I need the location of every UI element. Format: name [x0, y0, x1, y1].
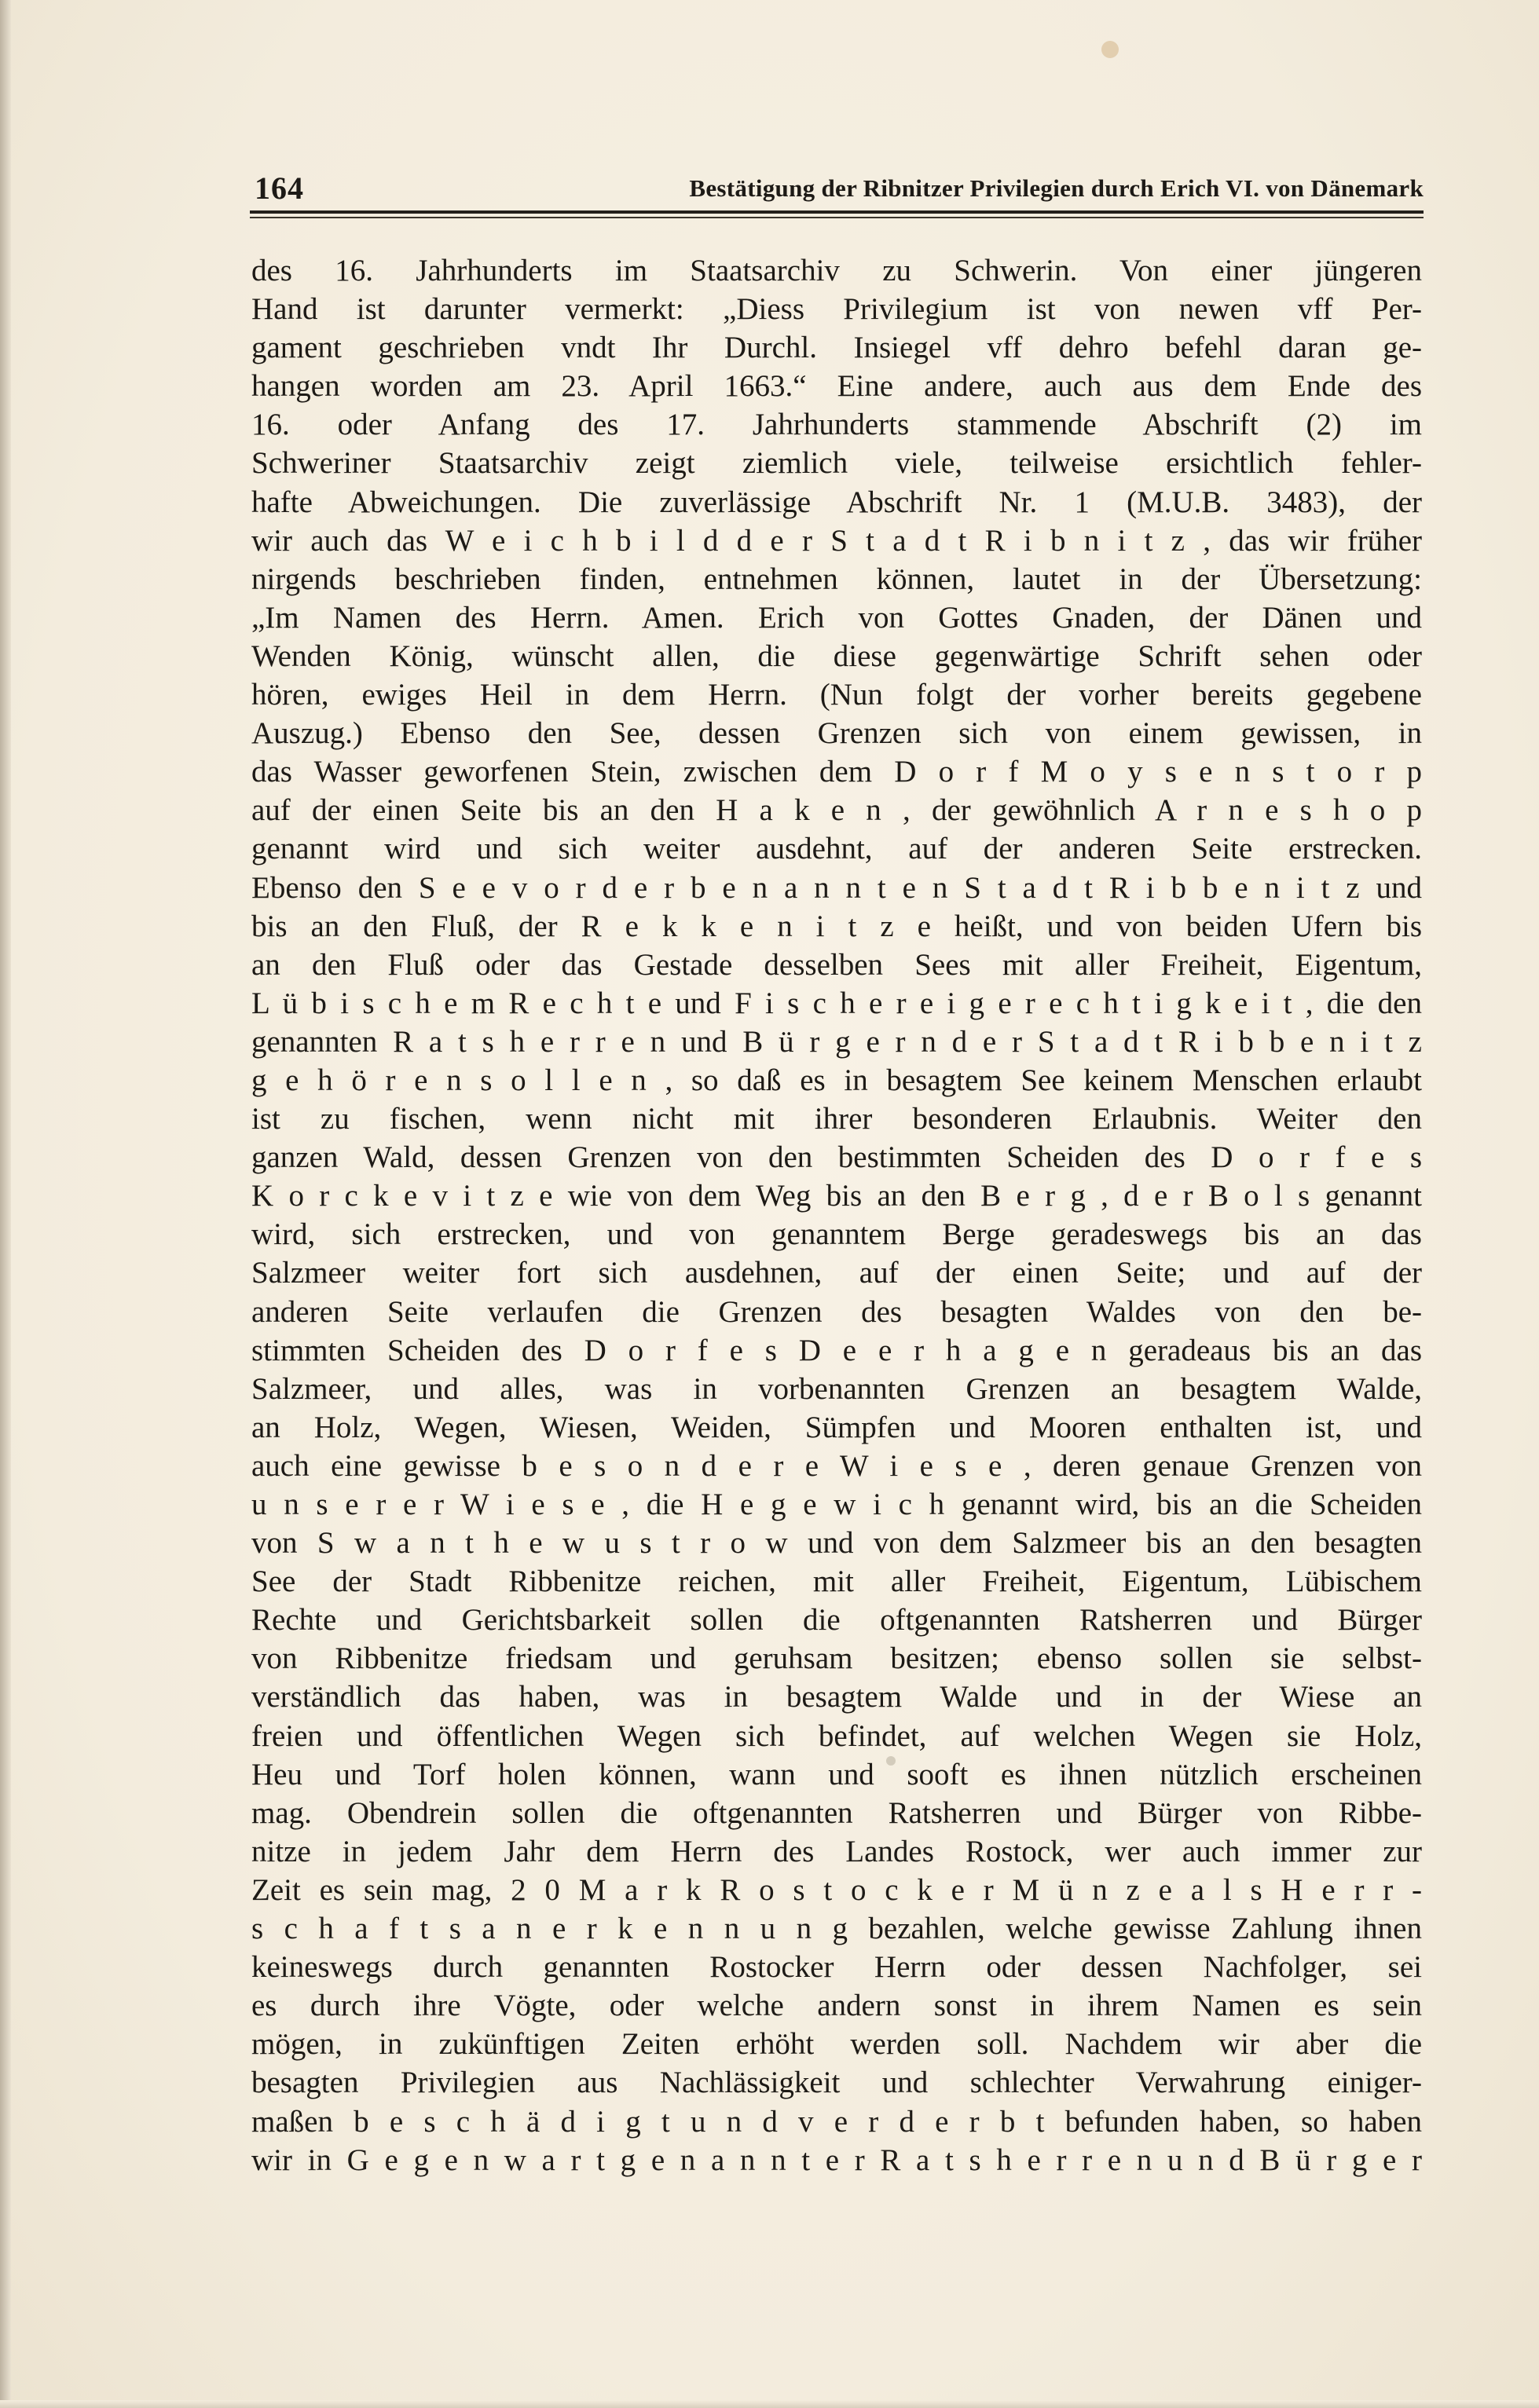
text-line: Rechte und Gerichtsbarkeit sollen die oftgenannten Ratsherren und Bürger	[251, 1603, 1422, 1638]
text-line: Ebenso den S e e v o r d e r b e n a n n t e n S t a d t R i b b e n i t z und	[251, 870, 1422, 905]
text-line: u n s e r e r W i e s e , die H e g e w i c h genannt wird, bis an die Scheiden	[251, 1488, 1422, 1521]
text-line: verständlich das haben, was in besagtem Walde und in der Wiese an	[251, 1680, 1422, 1715]
text-line: keineswegs durch genannten Rostocker Herrn oder dessen Nachfolger, sei	[251, 1950, 1422, 1985]
text-line: „Im Namen des Herrn. Amen. Erich von Gottes Gnaden, der Dänen und	[251, 600, 1422, 635]
text-line: Salzmeer, und alles, was in vorbenannten Grenzen an besagtem Walde,	[251, 1371, 1422, 1406]
text-line: Schweriner Staatsarchiv zeigt ziemlich viele, teilweise ersichtlich fehler-	[251, 446, 1422, 481]
text-line: das Wasser geworfenen Stein, zwischen dem D o r f M o y s e n s t o r p	[251, 755, 1422, 789]
text-line: besagten Privilegien aus Nachlässigkeit und schlechter Verwahrung einiger-	[251, 2066, 1422, 2100]
text-line: gament geschrieben vndt Ihr Durchl. Insiegel vff dehro befehl daran ge-	[251, 331, 1422, 365]
text-line: wir auch das W e i c h b i l d d e r S t a d t R i b n i t z , das wir früher	[251, 523, 1422, 558]
text-line: stimmten Scheiden des D o r f e s D e e r h a g e n geradeaus bis an das	[251, 1333, 1422, 1367]
page-number: 164	[255, 170, 304, 206]
text-line: bis an den Fluß, der R e k k e n i t z e heißt, und von beiden Ufern bis	[251, 909, 1422, 943]
text-line: von S w a n t h e w u s t r o w und von dem Salzmeer bis an den besagten	[251, 1526, 1422, 1561]
paper-stain	[1101, 41, 1119, 58]
text-line: mag. Obendrein sollen die oftgenannten Ratsherren und Bürger von Ribbe-	[251, 1795, 1422, 1830]
text-line: es durch ihre Vögte, oder welche andern sonst in ihrem Namen es sein	[251, 1989, 1422, 2023]
text-line: s c h a f t s a n e r k e n n u n g bezahlen, welche gewisse Zahlung ihnen	[251, 1912, 1422, 1946]
text-line: K o r c k e v i t z e wie von dem Weg bis an den B e r g , d e r B o l s genannt	[251, 1179, 1422, 1213]
text-line: an Holz, Wegen, Wiesen, Weiden, Sümpfen und Mooren enthalten ist, und	[251, 1410, 1422, 1444]
text-line: nirgends beschrieben finden, entnehmen können, lautet in der Übersetzung:	[251, 562, 1422, 596]
text-line: 16. oder Anfang des 17. Jahrhunderts stammende Abschrift (2) im	[251, 408, 1422, 442]
page-left-edge-shadow	[0, 0, 11, 2408]
text-line: hangen worden am 23. April 1663.“ Eine andere, auch aus dem Ende des	[251, 369, 1422, 404]
text-line: des 16. Jahrhunderts im Staatsarchiv zu Schwerin. Von einer jüngeren	[251, 254, 1422, 287]
text-line: Salzmeer weiter fort sich ausdehnen, auf der einen Seite; und auf der	[251, 1256, 1422, 1290]
text-line: freien und öffentlichen Wegen sich befindet, auf welchen Wegen sie Holz,	[251, 1718, 1422, 1753]
text-line: an den Fluß oder das Gestade desselben Sees mit aller Freiheit, Eigentum,	[251, 947, 1422, 982]
text-line: Zeit es sein mag, 2 0 M a r k R o s t o c k e r M ü n z e a l s H e r r -	[251, 1872, 1422, 1907]
text-line: wird, sich erstrecken, und von genanntem Berge geradeswegs bis an das	[251, 1217, 1422, 1252]
text-line: genannt wird und sich weiter ausdehnt, auf der anderen Seite erstrecken.	[251, 832, 1422, 866]
page-bottom-edge	[0, 2400, 1539, 2408]
text-line: hören, ewiges Heil in dem Herrn. (Nun folgt der vorher bereits gegebene	[251, 678, 1422, 712]
text-line: wir in G e g e n w a r t g e n a n n t e r R a t s h e r r e n u n d B ü r g e r	[251, 2143, 1422, 2177]
text-line: von Ribbenitze friedsam und geruhsam besitzen; ebenso sollen sie selbst-	[251, 1641, 1422, 1676]
text-line: genannten R a t s h e r r e n und B ü r g e r n d e r S t a d t R i b b e n i t z	[251, 1024, 1422, 1059]
text-line: ganzen Wald, dessen Grenzen von den bestimmten Scheiden des D o r f e s	[251, 1140, 1422, 1175]
text-line: hafte Abweichungen. Die zuverlässige Abschrift Nr. 1 (M.U.B. 3483), der	[251, 485, 1422, 519]
text-line: auf der einen Seite bis an den H a k e n , der gewöhnlich A r n e s h o p	[251, 793, 1422, 828]
text-line: mögen, in zukünftigen Zeiten erhöht werden soll. Nachdem wir aber die	[251, 2027, 1422, 2062]
text-line: g e h ö r e n s o l l e n , so daß es in besagtem See keinem Menschen erlaubt	[251, 1063, 1422, 1097]
text-line: Hand ist darunter vermerkt: „Diess Privilegium ist von newen vff Per-	[251, 292, 1422, 327]
header-rule	[250, 210, 1424, 214]
text-line: Heu und Torf holen können, wann und sooft es ihnen nützlich erscheinen	[251, 1757, 1422, 1791]
body-text	[251, 251, 1422, 2179]
text-line: Wenden König, wünscht allen, die diese gegenwärtige Schrift sehen oder	[251, 639, 1422, 673]
text-line: maßen b e s c h ä d i g t u n d v e r d e r b t befunden haben, so haben	[251, 2104, 1422, 2139]
text-line: nitze in jedem Jahr dem Herrn des Landes Rostock, wer auch immer zur	[251, 1834, 1422, 1868]
running-title: Bestätigung der Ribnitzer Privilegien durch Erich VI. von Dänemark	[689, 174, 1424, 202]
header-rule-thin	[250, 217, 1424, 218]
text-line: ist zu fischen, wenn nicht mit ihrer besonderen Erlaubnis. Weiter den	[251, 1102, 1422, 1136]
text-line: L ü b i s c h e m R e c h t e und F i s c h e r e i g e r e c h t i g k e i t , die den	[251, 986, 1422, 1020]
text-line: auch eine gewisse b e s o n d e r e W i e s e , deren genaue Grenzen von	[251, 1448, 1422, 1483]
text-line: anderen Seite verlaufen die Grenzen des besagten Waldes von den be-	[251, 1294, 1422, 1329]
text-line: Auszug.) Ebenso den See, dessen Grenzen sich von einem gewissen, in	[251, 716, 1422, 751]
text-line: See der Stadt Ribbenitze reichen, mit aller Freiheit, Eigentum, Lübischem	[251, 1564, 1422, 1599]
